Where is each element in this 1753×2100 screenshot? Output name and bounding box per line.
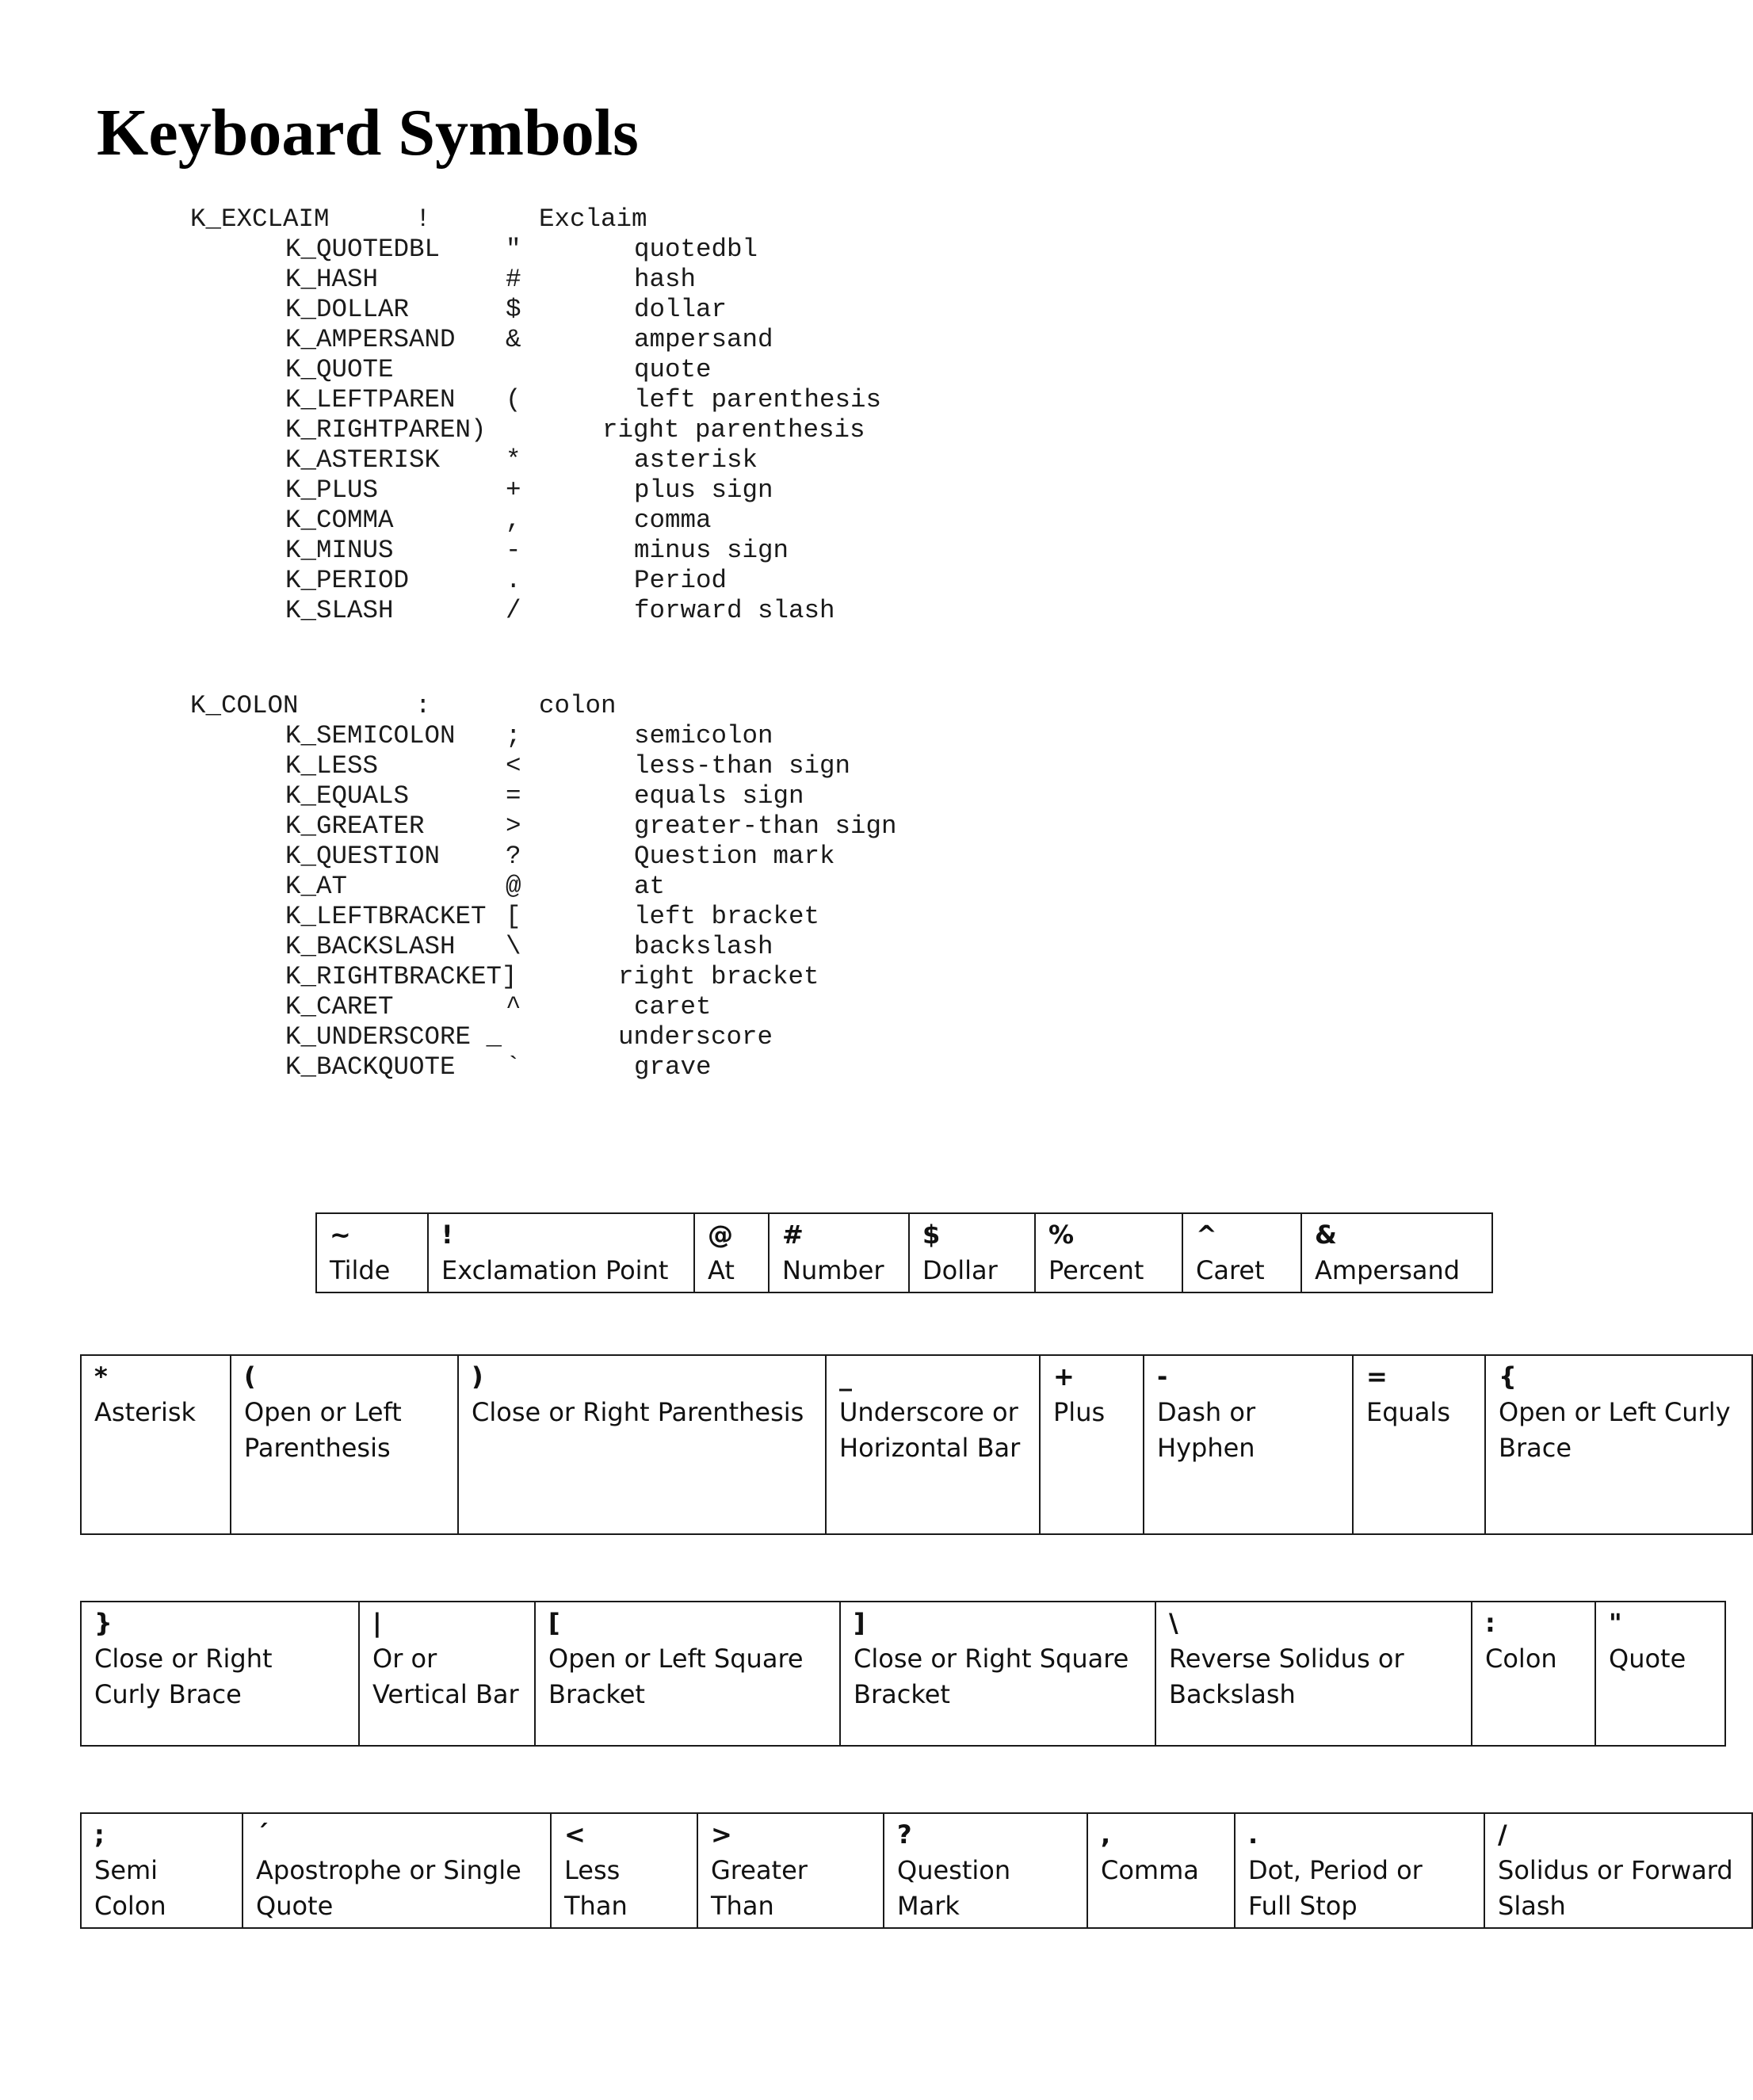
key-symbol: \: [506, 932, 521, 961]
symbol-glyph: =: [1366, 1361, 1388, 1392]
key-constant: K_UNDERSCORE _: [285, 1022, 502, 1052]
symbol-name: Exclamation Point: [441, 1255, 669, 1285]
symbol-cell: [316, 1213, 428, 1292]
key-constant: K_COLON: [190, 691, 299, 720]
symbol-cell: [826, 1355, 1040, 1534]
key-constant: K_BACKQUOTE: [285, 1052, 456, 1082]
symbol-cell: [81, 1813, 243, 1928]
symbol-glyph: ~: [330, 1220, 351, 1250]
symbol-glyph: ´: [256, 1819, 269, 1850]
symbol-glyph: (: [244, 1361, 256, 1392]
key-description: Question mark: [634, 842, 835, 871]
key-symbol: ,: [506, 506, 521, 535]
symbol-glyph: ;: [94, 1819, 105, 1850]
key-description: Exclaim: [539, 204, 647, 234]
symbol-cell: [1353, 1355, 1485, 1534]
key-constant: K_HASH: [285, 265, 379, 294]
symbol-cell: [884, 1813, 1087, 1928]
key-description: left parenthesis: [634, 385, 882, 414]
symbol-glyph: {: [1499, 1361, 1517, 1392]
symbol-glyph: $: [922, 1220, 941, 1250]
key-description: hash: [634, 265, 697, 294]
key-constant: K_AMPERSAND: [285, 325, 456, 354]
symbol-cell: [769, 1213, 909, 1292]
symbol-cell: [697, 1813, 884, 1928]
key-description: right parenthesis: [602, 415, 865, 445]
symbol-cell: [243, 1813, 551, 1928]
key-symbol: `: [506, 1052, 521, 1082]
symbol-cell: [458, 1355, 826, 1534]
key-symbol: !: [415, 204, 431, 234]
symbol-cell: [231, 1355, 458, 1534]
key-description: equals sign: [634, 781, 804, 811]
symbol-cell: [1485, 1355, 1752, 1534]
symbol-glyph: %: [1048, 1220, 1075, 1250]
symbol-name: Solidus or Forward Slash: [1498, 1855, 1733, 1921]
symbol-cell: [1472, 1602, 1595, 1746]
symbol-glyph: \: [1169, 1608, 1178, 1638]
symbol-cell: [428, 1213, 694, 1292]
key-symbol: -: [506, 536, 521, 565]
key-symbol: ^: [506, 992, 521, 1021]
symbol-glyph: <: [564, 1819, 586, 1850]
symbol-glyph: /: [1498, 1819, 1507, 1850]
symbol-glyph: ": [1609, 1608, 1622, 1638]
symbol-glyph: !: [441, 1220, 453, 1250]
key-description: greater-than sign: [634, 811, 897, 841]
symbol-name: Quote: [1609, 1644, 1686, 1674]
key-symbol: ;: [506, 721, 521, 750]
symbol-glyph: }: [94, 1608, 113, 1638]
symbol-cell: [840, 1602, 1155, 1746]
key-symbol: =: [506, 781, 521, 811]
symbol-glyph: @: [708, 1220, 733, 1250]
key-constant: K_QUOTE: [285, 355, 394, 384]
key-description: forward slash: [634, 596, 835, 625]
symbol-table-3: [80, 1601, 1726, 1747]
symbol-cell: [1035, 1213, 1182, 1292]
key-symbol: +: [506, 475, 521, 505]
symbol-name: Number: [782, 1255, 884, 1285]
symbol-name: Underscore or Horizontal Bar: [839, 1397, 1021, 1463]
key-constant: K_LEFTPAREN: [285, 385, 456, 414]
key-symbol: ?: [506, 842, 521, 871]
key-constant: K_AT: [285, 872, 348, 901]
key-description: caret: [634, 992, 712, 1021]
key-constant: K_ASTERISK: [285, 445, 441, 475]
symbol-cell: [1484, 1813, 1752, 1928]
symbol-name: Percent: [1048, 1255, 1144, 1285]
symbol-cell: [81, 1355, 231, 1534]
symbol-cell: [1595, 1602, 1725, 1746]
key-description: semicolon: [634, 721, 773, 750]
symbol-name: Or or Vertical Bar: [372, 1644, 519, 1709]
symbol-cell: [1182, 1213, 1301, 1292]
symbol-name: Dollar: [922, 1255, 998, 1285]
symbol-glyph: >: [711, 1819, 732, 1850]
symbol-name: Close or Right Square Bracket: [854, 1644, 1129, 1709]
symbol-glyph: :: [1485, 1608, 1495, 1638]
key-constant: K_PLUS: [285, 475, 379, 505]
key-constant: K_EXCLAIM: [190, 204, 330, 234]
key-constant: K_RIGHTPAREN): [285, 415, 487, 445]
symbol-name: Close or Right Curly Brace: [94, 1644, 273, 1709]
key-constant: K_QUOTEDBL: [285, 235, 441, 264]
symbol-name: Semi Colon: [94, 1855, 166, 1921]
symbol-glyph: ,: [1101, 1819, 1111, 1850]
symbol-name: Open or Left Curly Brace: [1499, 1397, 1731, 1463]
symbol-glyph: _: [839, 1361, 852, 1392]
key-description: Period: [634, 566, 728, 595]
key-symbol: #: [506, 265, 521, 294]
symbol-cell: [535, 1602, 840, 1746]
key-constant: K_DOLLAR: [285, 295, 410, 324]
symbol-name: Colon: [1485, 1644, 1557, 1674]
key-description: at: [634, 872, 666, 901]
symbol-name: Asterisk: [94, 1397, 197, 1427]
symbol-glyph: .: [1248, 1819, 1258, 1850]
key-description: grave: [634, 1052, 712, 1082]
symbol-name: At: [708, 1255, 735, 1285]
key-symbol: @: [506, 872, 521, 901]
key-constant: K_CARET: [285, 992, 394, 1021]
symbol-table-2: [80, 1354, 1753, 1535]
symbol-name: Apostrophe or Single Quote: [256, 1855, 521, 1921]
symbol-name: Open or Left Parenthesis: [244, 1397, 402, 1463]
key-description: asterisk: [634, 445, 758, 475]
key-description: plus sign: [634, 475, 773, 505]
page-title: Keyboard Symbols: [97, 96, 639, 170]
symbol-name: Close or Right Parenthesis: [472, 1397, 804, 1427]
symbol-cell: [909, 1213, 1035, 1292]
symbol-glyph: ]: [854, 1608, 865, 1638]
key-symbol: :: [415, 691, 431, 720]
symbol-glyph: |: [372, 1608, 382, 1638]
key-description: minus sign: [634, 536, 789, 565]
key-description: comma: [634, 506, 712, 535]
symbol-name: Less Than: [564, 1855, 628, 1921]
key-description: quotedbl: [634, 235, 758, 264]
key-constant: K_LESS: [285, 751, 379, 781]
key-constant: K_LEFTBRACKET: [285, 902, 487, 931]
key-description: left bracket: [634, 902, 820, 931]
key-constant: K_PERIOD: [285, 566, 410, 595]
symbol-name: Dash or Hyphen: [1157, 1397, 1256, 1463]
symbol-glyph: #: [782, 1220, 804, 1250]
symbol-name: Question Mark: [897, 1855, 1011, 1921]
key-symbol: (: [506, 385, 521, 414]
symbol-name: Open or Left Square Bracket: [548, 1644, 804, 1709]
symbol-cell: [81, 1602, 359, 1746]
key-symbol: *: [506, 445, 521, 475]
symbol-cell: [1155, 1602, 1472, 1746]
symbol-name: Plus: [1053, 1397, 1106, 1427]
symbol-cell: [551, 1813, 697, 1928]
key-constant: K_QUESTION: [285, 842, 441, 871]
symbol-cell: [1144, 1355, 1353, 1534]
key-symbol: ": [506, 235, 521, 264]
key-constant: K_GREATER: [285, 811, 425, 841]
symbol-cell: [1301, 1213, 1492, 1292]
symbol-name: Equals: [1366, 1397, 1450, 1427]
key-symbol: $: [506, 295, 521, 324]
key-constant: K_BACKSLASH: [285, 932, 456, 961]
symbol-name: Reverse Solidus or Backslash: [1169, 1644, 1404, 1709]
symbol-glyph: ): [472, 1361, 483, 1392]
key-symbol: &: [506, 325, 521, 354]
symbol-name: Caret: [1196, 1255, 1265, 1285]
symbol-name: Ampersand: [1315, 1255, 1461, 1285]
symbol-glyph: +: [1053, 1361, 1075, 1392]
key-description: ampersand: [634, 325, 773, 354]
symbol-name: Dot, Period or Full Stop: [1248, 1855, 1423, 1921]
key-symbol: .: [506, 566, 521, 595]
symbol-glyph: ^: [1196, 1220, 1217, 1250]
key-description: right bracket: [618, 962, 819, 991]
key-description: less-than sign: [634, 751, 851, 781]
symbol-cell: [359, 1602, 535, 1746]
symbol-name: Comma: [1101, 1855, 1199, 1885]
symbol-glyph: *: [94, 1361, 108, 1392]
symbol-cell: [1040, 1355, 1144, 1534]
key-description: dollar: [634, 295, 728, 324]
key-constant: K_COMMA: [285, 506, 394, 535]
symbol-cell: [694, 1213, 769, 1292]
symbol-cell: [1235, 1813, 1484, 1928]
symbol-table-4: [80, 1812, 1753, 1929]
symbol-glyph: ?: [897, 1819, 912, 1850]
key-symbol: [: [506, 902, 521, 931]
symbol-glyph: -: [1157, 1361, 1168, 1392]
symbol-cell: [1087, 1813, 1235, 1928]
key-description: quote: [634, 355, 712, 384]
key-constant: K_MINUS: [285, 536, 394, 565]
symbol-name: Tilde: [330, 1255, 391, 1285]
key-constant: K_RIGHTBRACKET]: [285, 962, 517, 991]
key-constant: K_SLASH: [285, 596, 394, 625]
key-constant: K_EQUALS: [285, 781, 410, 811]
key-description: underscore: [618, 1022, 773, 1052]
key-description: colon: [539, 691, 617, 720]
key-symbol: <: [506, 751, 521, 781]
symbol-glyph: [: [548, 1608, 560, 1638]
symbol-glyph: &: [1315, 1220, 1337, 1250]
symbol-table-1: [315, 1212, 1493, 1293]
key-symbol: >: [506, 811, 521, 841]
key-constant: K_SEMICOLON: [285, 721, 456, 750]
key-description: backslash: [634, 932, 773, 961]
symbol-name: Greater Than: [711, 1855, 808, 1921]
key-symbol: /: [506, 596, 521, 625]
